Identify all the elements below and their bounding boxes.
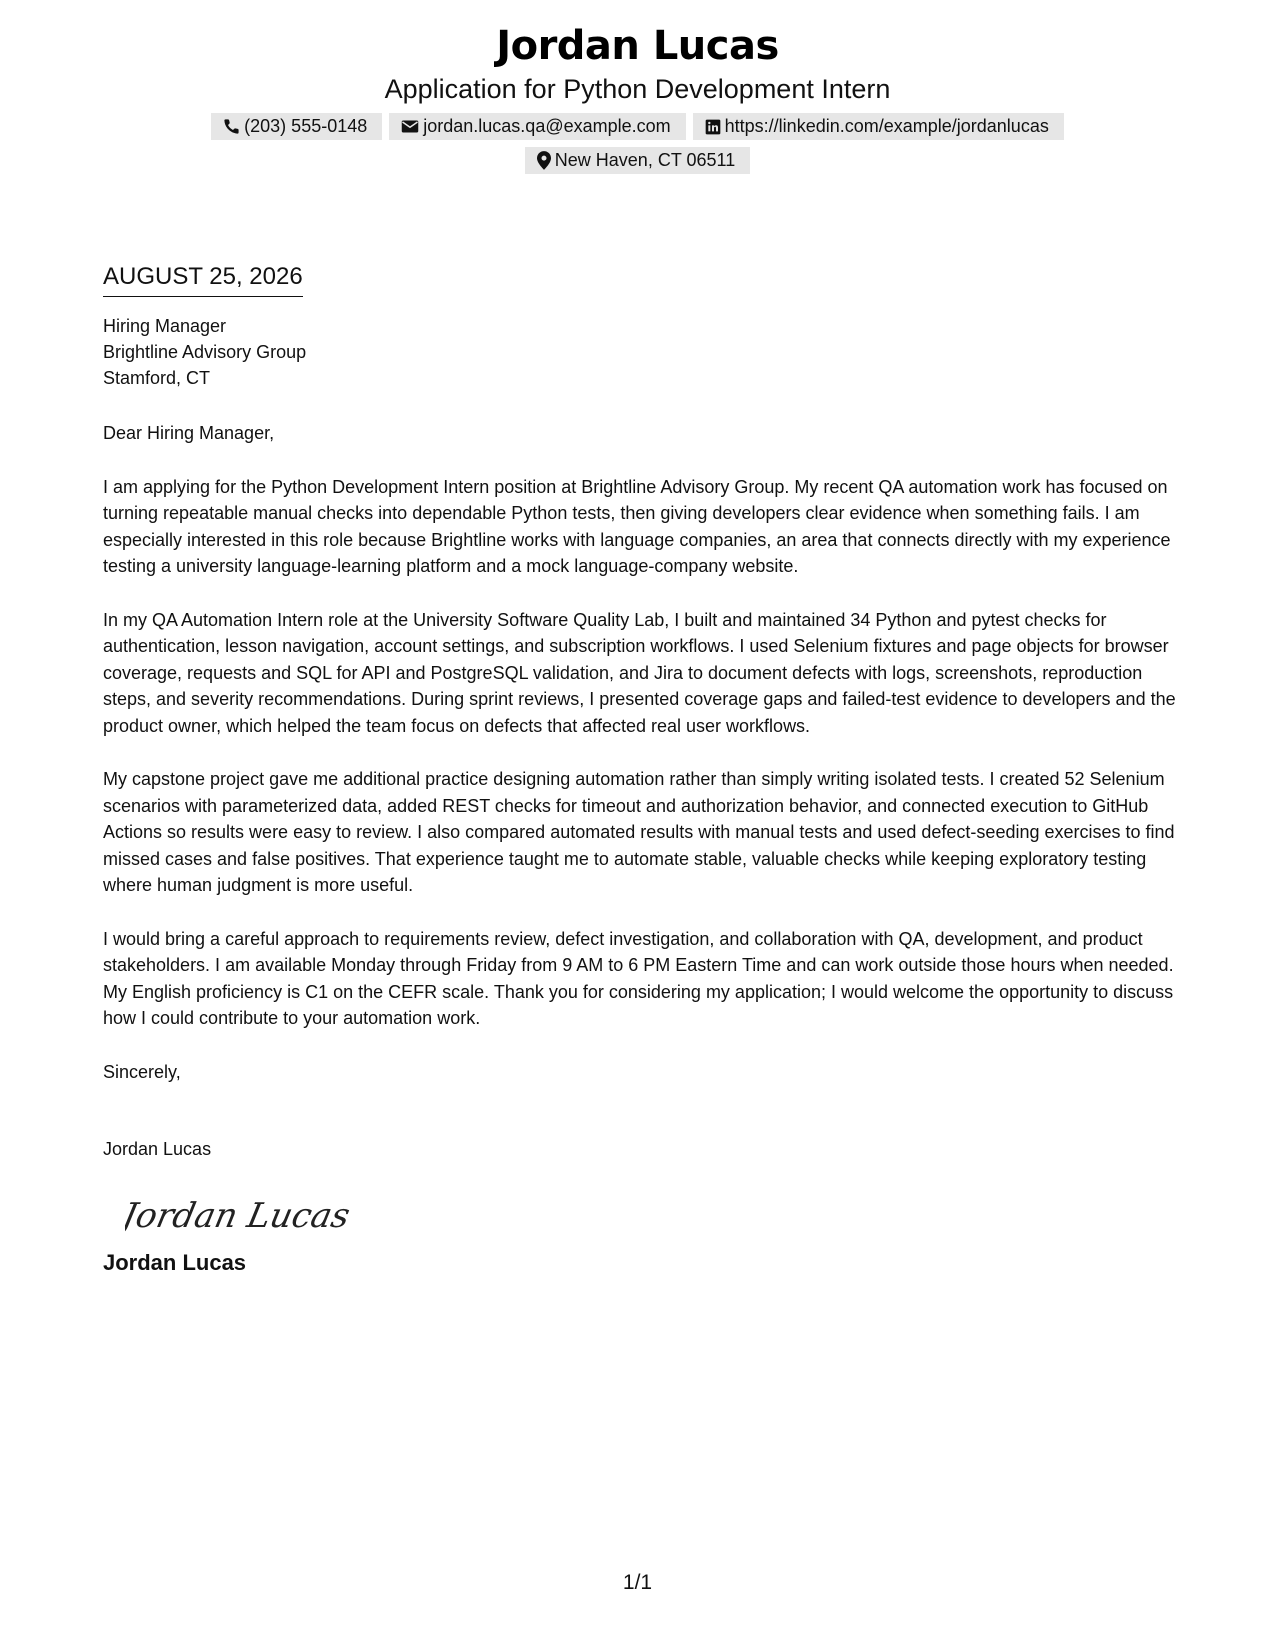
typed-name: Jordan Lucas <box>103 1139 212 1159</box>
recipient-company: Brightline Advisory Group <box>103 342 307 362</box>
contact-phone[interactable] <box>211 113 382 140</box>
signature-script: Jordan Lucas <box>125 1195 354 1236</box>
salutation: Dear Hiring Manager, <box>103 423 275 443</box>
contact-linkedin[interactable] <box>693 113 1064 140</box>
phone-icon <box>223 118 240 135</box>
recipient-title: Hiring Manager <box>103 316 227 336</box>
page-number: 1/1 <box>622 1571 653 1594</box>
recipient-location: Stamford, CT <box>103 368 211 388</box>
contact-email[interactable] <box>389 113 685 140</box>
email-text: jordan.lucas.qa@example.com <box>423 116 671 136</box>
applicant-name: Jordan Lucas <box>496 23 779 69</box>
handwritten-signature <box>125 1187 1183 1243</box>
linkedin-text: https://linkedin.com/example/jordanlucas <box>724 116 1049 136</box>
contact-location <box>525 147 750 174</box>
paragraph-capstone: My capstone project gave me additional practice designing automation rather than simply writing isolated tests. I created 52 Selenium scenarios with parameterized data, added REST checks for timeout and authorization behavior, and connected execution to GitHub Actions so results were easy to review. I also compared automated results with manual tests and used defect-seeding exercises to find missed cases and false positives. That experience taught me to automate stable, valuable checks while keeping exploratory testing where human judgment is more useful. <box>103 769 1175 895</box>
location-text: New Haven, CT 06511 <box>554 150 736 170</box>
envelope-icon <box>401 119 419 134</box>
paragraph-experience: In my QA Automation Intern role at the University Software Quality Lab, I built and maintained 34 Python and pytest checks for authentication, lesson navigation, account settings, and subscription workflows. I used Selenium fixtures and page objects for browser coverage, requests and SQL for API and PostgreSQL validation, and Jira to document defects with logs, screenshots, reproduction steps, and severity recommendations. During sprint reviews, I presented coverage gaps and failed-test evidence to developers and the product owner, which helped the team focus on defects that affected real user workflows. <box>103 609 1176 736</box>
paragraph-intro: I am applying for the Python Development Intern position at Brightline Advisory Group. My recent QA automation work has focused on turning repeatable manual checks into dependable Python tests, then giving developers clear evidence when something fails. I am especially interested in this role because Brightline works with language companies, an area that connects directly with my experience testing a university language-learning platform and a mock language-company website. <box>103 476 1171 576</box>
closing: Sincerely, <box>103 1061 181 1082</box>
application-subtitle: Application for Python Development Intern <box>384 74 891 104</box>
phone-text: (203) 555-0148 <box>244 116 368 136</box>
recipient-block <box>103 313 1183 391</box>
signatory-name: Jordan Lucas <box>103 1249 247 1275</box>
letter-date: AUGUST 25, 2026 <box>103 262 303 297</box>
letter-body <box>103 262 1183 1277</box>
linkedin-icon <box>705 119 721 135</box>
paragraph-closing: I would bring a careful approach to requirements review, defect investigation, and collaboration with QA, development, and product stakeholders. I am available Monday through Friday from 9 AM to 6 PM Eastern Time and can work outside those hours when needed. My English proficiency is C1 on the CEFR scale. Thank you for considering my application; I would welcome the opportunity to discuss how I could contribute to your automation work. <box>103 928 1174 1028</box>
letter-header <box>0 22 1275 174</box>
map-pin-icon <box>537 151 551 170</box>
contact-bar <box>138 113 1138 174</box>
